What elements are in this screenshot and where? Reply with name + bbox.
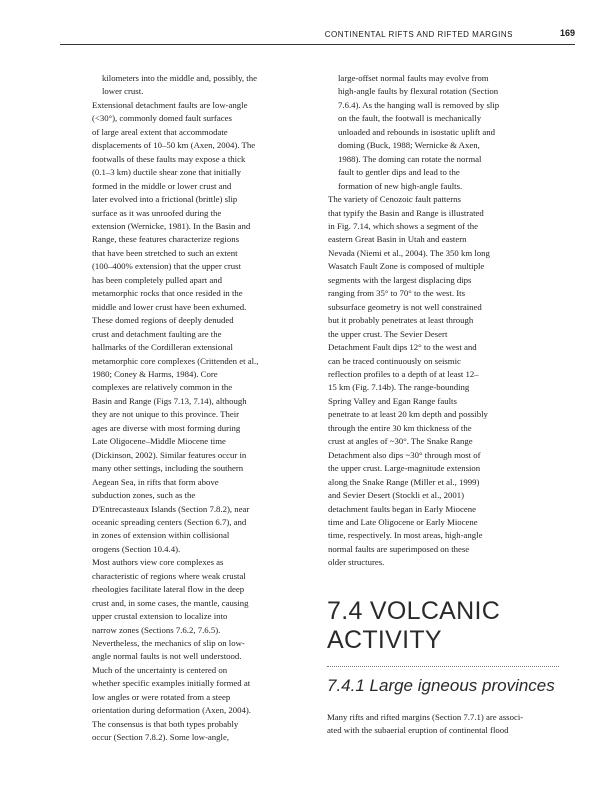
text-line: orientation during deformation (Axen, 2004). (92, 705, 251, 716)
text-line: upper crustal extension to localize into (92, 611, 228, 622)
section-heading-line: ACTIVITY (327, 626, 442, 654)
text-line: narrow zones (Sections 7.6.2, 7.6.5). (92, 624, 221, 635)
text-line: the upper crust. The Sevier Desert (328, 328, 448, 339)
text-line: high-angle faults by flexural rotation (Section (338, 86, 499, 97)
left-column (92, 72, 298, 745)
text-line: large-offset normal faults may evolve from (338, 73, 489, 83)
text-line: (100–400% extension) that the upper crust (92, 261, 241, 272)
section-divider (327, 666, 559, 667)
text-line: the upper crust. Large-magnitude extension (328, 463, 481, 474)
text-line: whether specific examples initially formed at (92, 678, 251, 689)
section-heading-line: 7.4 VOLCANIC (327, 597, 501, 625)
page-header (60, 28, 575, 46)
paragraph (92, 556, 298, 744)
text-line: footwalls of these faults may expose a thick (92, 153, 246, 164)
text-line: can be traced continuously on seismic (328, 355, 461, 366)
text-line: kilometers into the middle and, possibly, the (102, 73, 257, 83)
text-line: 7.6.4). As the hanging wall is removed by slip (338, 99, 500, 110)
text-line: subduction zones, such as the (92, 490, 196, 501)
text-line: 15 km (Fig. 7.14b). The range-bounding (328, 382, 470, 393)
text-line: Range, these features characterize regions (92, 234, 239, 245)
text-line: characteristic of regions where weak crustal (92, 570, 246, 581)
text-line: later evolved into a frictional (brittle) slip (92, 194, 238, 205)
text-line: Basin and Range (Figs 7.13, 7.14), although (92, 395, 247, 406)
text-line: subsurface geometry is not well constrained (328, 301, 482, 312)
text-line: Most authors view core complexes as (92, 557, 224, 568)
text-line: metamorphic rocks that once resided in the (92, 288, 243, 299)
text-line: crust and detachment faulting are the (92, 328, 222, 339)
text-line: crust at angles of ~30°. The Snake Range (328, 436, 473, 447)
text-line: but it probably penetrates at least through (328, 315, 474, 326)
text-line: surface as it was unroofed during the (92, 207, 222, 218)
text-line: 1988). The doming can rotate the normal (338, 153, 482, 164)
text-line: Detachment also dips ~30° through most of (328, 449, 481, 460)
text-line: displacements of 10–50 km (Axen, 2004). The (92, 140, 256, 151)
text-line: Much of the uncertainty is centered on (92, 664, 228, 675)
text-line: Late Oligocene–Middle Miocene time (92, 436, 226, 447)
text-line: reflection profiles to a depth of at least 12– (328, 368, 479, 379)
text-line: fault to gentler dips and lead to the (338, 167, 460, 178)
text-line: penetrate to at least 20 km depth and possibly (328, 409, 488, 420)
text-line: along the Snake Range (Miller et al., 1999) (328, 476, 480, 487)
text-line: Nevertheless, the mechanics of slip on low- (92, 638, 245, 649)
section-body (327, 711, 559, 738)
text-line: Extensional detachment faults are low-angle (92, 99, 248, 110)
text-line: ated with the subaerial eruption of continental flood (327, 725, 509, 736)
text-line: crust and, in some cases, the mantle, causing (92, 597, 249, 608)
text-line: of large areal extent that accommodate (92, 126, 228, 137)
text-line: The consensus is that both types probably (92, 718, 239, 729)
text-line: time and Late Oligocene or Early Miocene (328, 516, 478, 527)
text-line: ranging from 35° to 70° to the west. Its (328, 288, 466, 299)
text-line: middle and lower crust have been exhumed. (92, 301, 247, 312)
text-line: These domed regions of deeply denuded (92, 315, 234, 326)
paragraph (92, 72, 298, 99)
text-line: D'Entrecasteaux Islands (Section 7.8.2), near (92, 503, 250, 514)
text-line: eastern Great Basin in Utah and eastern (328, 234, 467, 245)
text-line: has been completely pulled apart and (92, 274, 222, 285)
text-line: Wasatch Fault Zone is composed of multiple (328, 261, 485, 272)
text-line: detachment faults began in Early Miocene (328, 503, 476, 514)
text-line: ages are diverse with most forming during (92, 422, 241, 433)
text-line: many other settings, including the southern (92, 463, 244, 474)
page-number: 169 (559, 28, 575, 38)
text-line: orogens (Section 10.4.4). (92, 543, 181, 554)
text-line: older structures. (328, 557, 385, 568)
text-line: normal faults are superimposed on these (328, 543, 470, 554)
text-line: formation of new high-angle faults. (338, 180, 463, 191)
running-title: CONTINENTAL RIFTS AND RIFTED MARGINS (324, 30, 513, 39)
text-line: (0.1–3 km) ductile shear zone that initially (92, 167, 241, 178)
text-line: Aegean Sea, in rifts that form above (92, 476, 219, 487)
text-line: doming (Buck, 1988; Wernicke & Axen, (338, 140, 480, 151)
text-line: Many rifts and rifted margins (Section 7.7.1) are associ- (327, 712, 524, 722)
subsection-heading: 7.4.1 Large igneous provinces (327, 676, 555, 695)
text-line: in Fig. 7.14, which shows a segment of the (328, 220, 478, 231)
text-line: Nevada (Niemi et al., 2004). The 350 km long (328, 247, 490, 258)
text-line: on the fault, the footwall is mechanically (338, 113, 482, 124)
text-line: Spring Valley and Egan Range faults (328, 395, 457, 406)
text-line: rheologies facilitate lateral flow in the deep (92, 584, 245, 595)
text-line: lower crust. (102, 86, 144, 97)
header-rule (60, 44, 575, 45)
text-line: occur (Section 7.8.2). Some low-angle, (92, 732, 230, 743)
text-line: unloaded and rebounds in isostatic uplift and (338, 126, 495, 137)
text-line: that typify the Basin and Range is illustrated (328, 207, 484, 218)
text-line: through the entire 30 km thickness of the (328, 422, 472, 433)
text-line: metamorphic core complexes (Crittenden et al., (92, 355, 259, 366)
text-line: segments with the largest displacing dips (328, 274, 472, 285)
text-line: formed in the middle or lower crust and (92, 180, 232, 191)
text-line: The variety of Cenozoic fault patterns (328, 194, 461, 205)
text-line: 1980; Coney & Harms, 1984). Core (92, 368, 218, 379)
paragraph (92, 99, 298, 556)
paragraph (328, 193, 560, 570)
right-column (328, 72, 560, 570)
text-line: extension (Wernicke, 1981). In the Basin and (92, 220, 251, 231)
text-line: that have been stretched to such an extent (92, 247, 238, 258)
text-line: hallmarks of the Cordilleran extensional (92, 342, 233, 353)
text-line: in zones of extension within collisional (92, 530, 230, 541)
text-line: and Sevier Desert (Stockli et al., 2001) (328, 490, 465, 501)
text-line: they are not unique to this province. Their (92, 409, 240, 420)
text-line: complexes are relatively common in the (92, 382, 233, 393)
text-line: angle normal faults is not well understood. (92, 651, 242, 662)
text-line: (<30°), commonly domed fault surfaces (92, 113, 232, 124)
paragraph (328, 72, 560, 193)
text-line: time, respectively. In most areas, high-angle (328, 530, 483, 541)
text-line: Detachment Fault dips 12° to the west and (328, 342, 477, 353)
text-line: (Dickinson, 2002). Similar features occur in (92, 449, 247, 460)
text-line: oceanic spreading centers (Section 6.7), and (92, 516, 247, 527)
text-line: low angles or were rotated from a steep (92, 691, 231, 702)
section-heading (327, 597, 567, 655)
